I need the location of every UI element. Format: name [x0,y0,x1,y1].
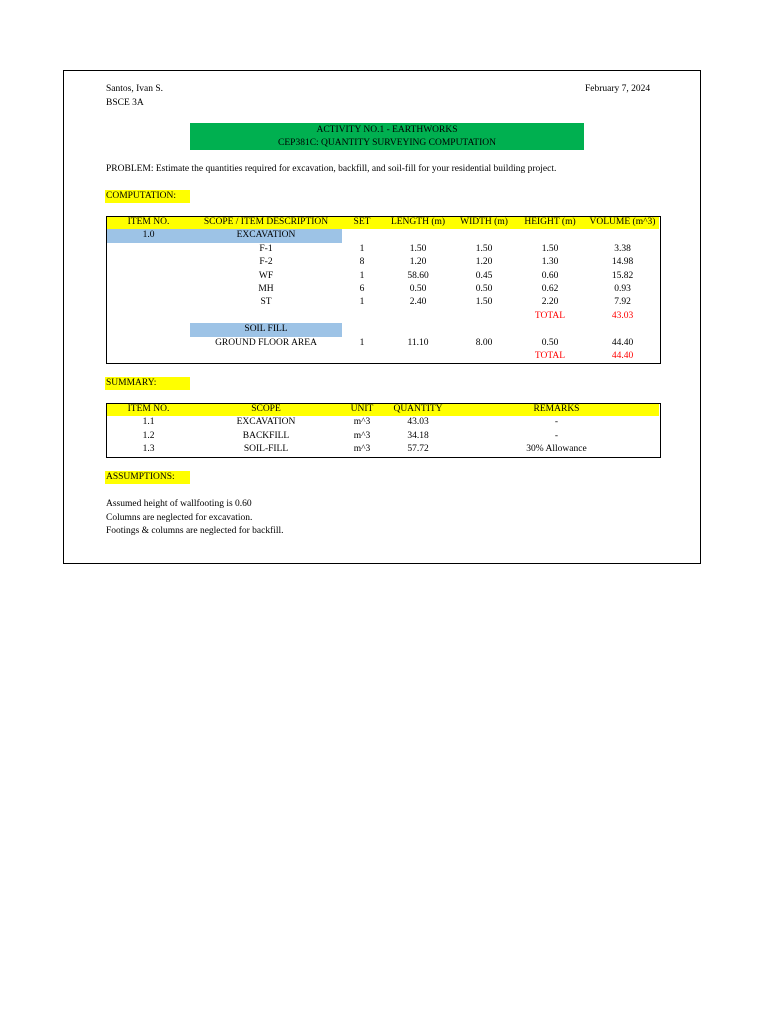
soil-fill-total-value: 44.40 [611,351,634,362]
title-line-2: CEP381C: QUANTITY SURVEYING COMPUTATION [278,138,496,148]
summary-col-remarks: REMARKS [454,403,659,416]
document-date: February 7, 2024 [585,84,651,94]
col-header-length: LENGTH (m) [382,216,454,229]
table-row: 1.3 SOIL-FILL m^3 57.72 30% Allowance [142,444,587,455]
summary-header-row [107,403,659,416]
excavation-item-no: 1.0 [107,229,190,242]
student-name: Santos, Ivan S. [106,84,163,94]
excavation-total-value: 43.03 [611,310,634,321]
assumption-item: Assumed height of wallfooting is 0.60 [106,499,252,509]
assumption-item: Columns are neglected for excavation. [106,513,253,523]
computation-table [107,216,659,363]
table-row: 1.1 EXCAVATION m^3 43.03 - [142,417,559,428]
table-row: 1.2 BACKFILL m^3 34.18 - [142,430,559,441]
summary-col-item-no: ITEM NO. [107,403,190,416]
col-header-item-no: ITEM NO. [107,216,190,229]
soil-fill-total-row [107,350,659,363]
student-section: BSCE 3A [106,98,144,108]
excavation-total-label: TOTAL [534,310,566,321]
table-row: F-2 8 1.20 1.20 1.30 14.98 [259,257,634,268]
table-row: F-1 1 1.50 1.50 1.50 3.38 [259,243,631,254]
table-row: MH 6 0.50 0.50 0.62 0.93 [258,284,631,295]
summary-table [107,403,659,457]
col-header-volume: VOLUME (m^3) [586,216,659,229]
soil-fill-section-row [107,323,659,336]
table-row: GROUND FLOOR AREA 1 11.10 8.00 0.50 44.40 [215,337,634,348]
soil-fill-total-label: TOTAL [534,351,566,362]
col-header-scope: SCOPE / ITEM DESCRIPTION [190,216,342,229]
computation-header-row [107,216,659,229]
excavation-title: EXCAVATION [190,229,342,242]
col-header-width: WIDTH (m) [454,216,514,229]
summary-col-unit: UNIT [342,403,382,416]
computation-label: COMPUTATION: [105,190,190,203]
summary-col-quantity: QUANTITY [382,403,454,416]
assumptions-label: ASSUMPTIONS: [105,471,190,484]
excavation-total-row [107,310,659,323]
title-banner [190,123,584,150]
problem-statement: PROBLEM: Estimate the quantities required for excavation, backfill, and soil-fill for your residential building project. [106,164,557,174]
col-header-height: HEIGHT (m) [514,216,586,229]
table-row: WF 1 58.60 0.45 0.60 15.82 [258,270,634,281]
assumption-item: Footings & columns are neglected for backfill. [106,526,284,536]
summary-col-scope: SCOPE [190,403,342,416]
soil-fill-title: SOIL FILL [190,323,342,336]
title-line-1: ACTIVITY NO.1 - EARTHWORKS [316,125,458,135]
excavation-section-row [107,229,659,242]
col-header-set: SET [342,216,382,229]
table-row: ST 1 2.40 1.50 2.20 7.92 [260,297,631,308]
summary-label: SUMMARY: [105,377,190,390]
